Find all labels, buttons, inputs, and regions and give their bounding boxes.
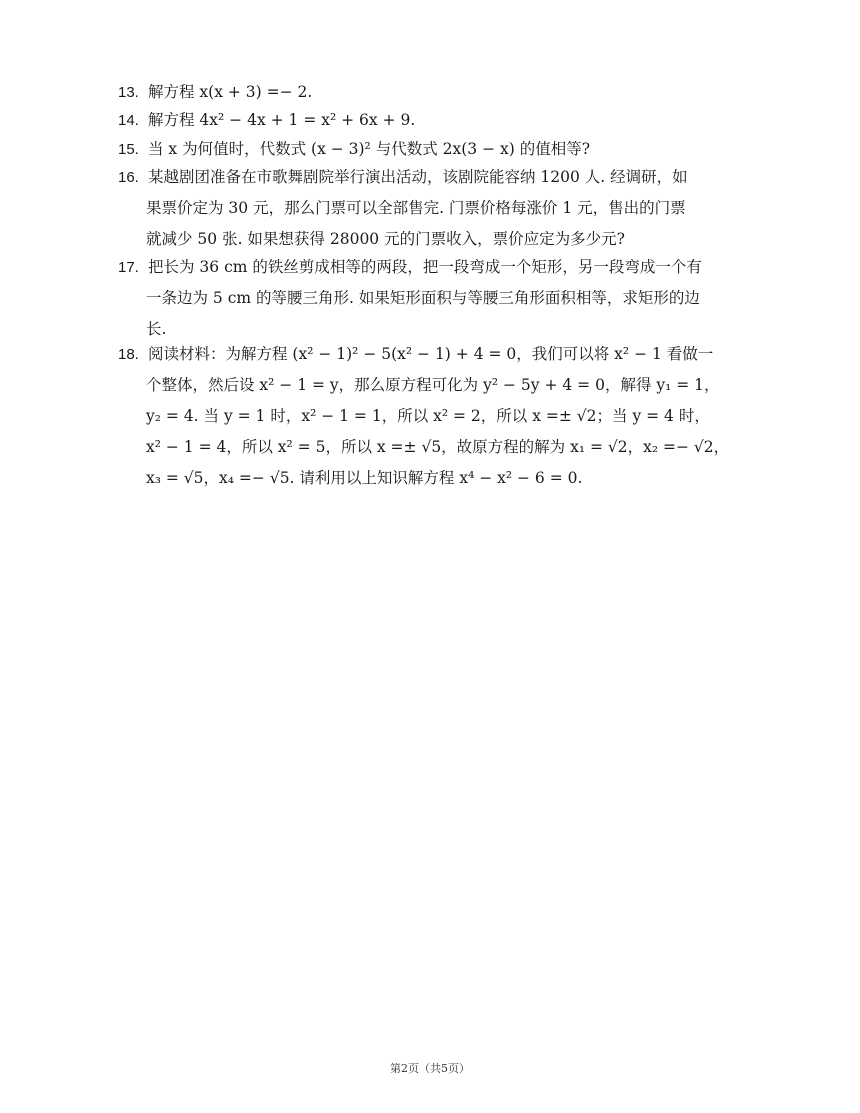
- problem-text-line: 长.: [146, 320, 167, 338]
- problem-17: [118, 252, 763, 345]
- problem-number: 13.: [118, 84, 139, 101]
- problem-text-line: 个整体，然后设 x² − 1 = y，那么原方程可化为 y² − 5y + 4 = 0，解得 y₁ = 1，: [146, 376, 720, 394]
- problem-text: 解方程 4x² − 4x + 1 = x² + 6x + 9.: [148, 111, 416, 129]
- problem-16: [118, 162, 763, 255]
- problem-13: [118, 77, 763, 108]
- problem-text-line: 果票价定为 30 元，那么门票可以全部售完. 门票价格每涨价 1 元，售出的门票: [146, 199, 686, 217]
- problem-text-line: 把长为 36 cm 的铁丝剪成相等的两段，把一段弯成一个矩形，另一段弯成一个有: [148, 258, 702, 276]
- problem-number: 17.: [118, 259, 139, 276]
- problem-text-line: x² − 1 = 4，所以 x² = 5，所以 x =± √5，故原方程的解为 x₁ = √2，x₂ =− √2，: [146, 438, 730, 456]
- problem-text-line: 某越剧团准备在市歌舞剧院举行演出活动，该剧院能容纳 1200 人. 经调研，如: [148, 168, 688, 186]
- page-footer: 第2页（共5页）: [390, 1062, 470, 1075]
- problem-15: [118, 134, 763, 165]
- problem-text: 当 x 为何值时，代数式 (x − 3)² 与代数式 2x(3 − x) 的值相等?: [148, 140, 591, 158]
- problem-text-line: 阅读材料：为解方程 (x² − 1)² − 5(x² − 1) + 4 = 0，我们可以将 x² − 1 看做一: [148, 345, 714, 363]
- problem-text-line: 就减少 50 张. 如果想获得 28000 元的门票收入，票价应定为多少元?: [146, 230, 625, 248]
- problem-text-line: x₃ = √5，x₄ =− √5. 请利用以上知识解方程 x⁴ − x² − 6 = 0.: [146, 469, 583, 487]
- problem-number: 16.: [118, 169, 139, 186]
- problem-text-line: y₂ = 4. 当 y = 1 时，x² − 1 = 1，所以 x² = 2，所以 x =± √2；当 y = 4 时，: [146, 407, 710, 425]
- problem-18: [118, 339, 763, 494]
- problem-number: 14.: [118, 112, 139, 129]
- problem-text: 解方程 x(x + 3) =− 2.: [148, 83, 313, 101]
- problem-14: [118, 105, 763, 136]
- problem-number: 15.: [118, 141, 139, 158]
- problem-number: 18.: [118, 346, 139, 363]
- problem-text-line: 一条边为 5 cm 的等腰三角形. 如果矩形面积与等腰三角形面积相等，求矩形的边: [146, 289, 700, 307]
